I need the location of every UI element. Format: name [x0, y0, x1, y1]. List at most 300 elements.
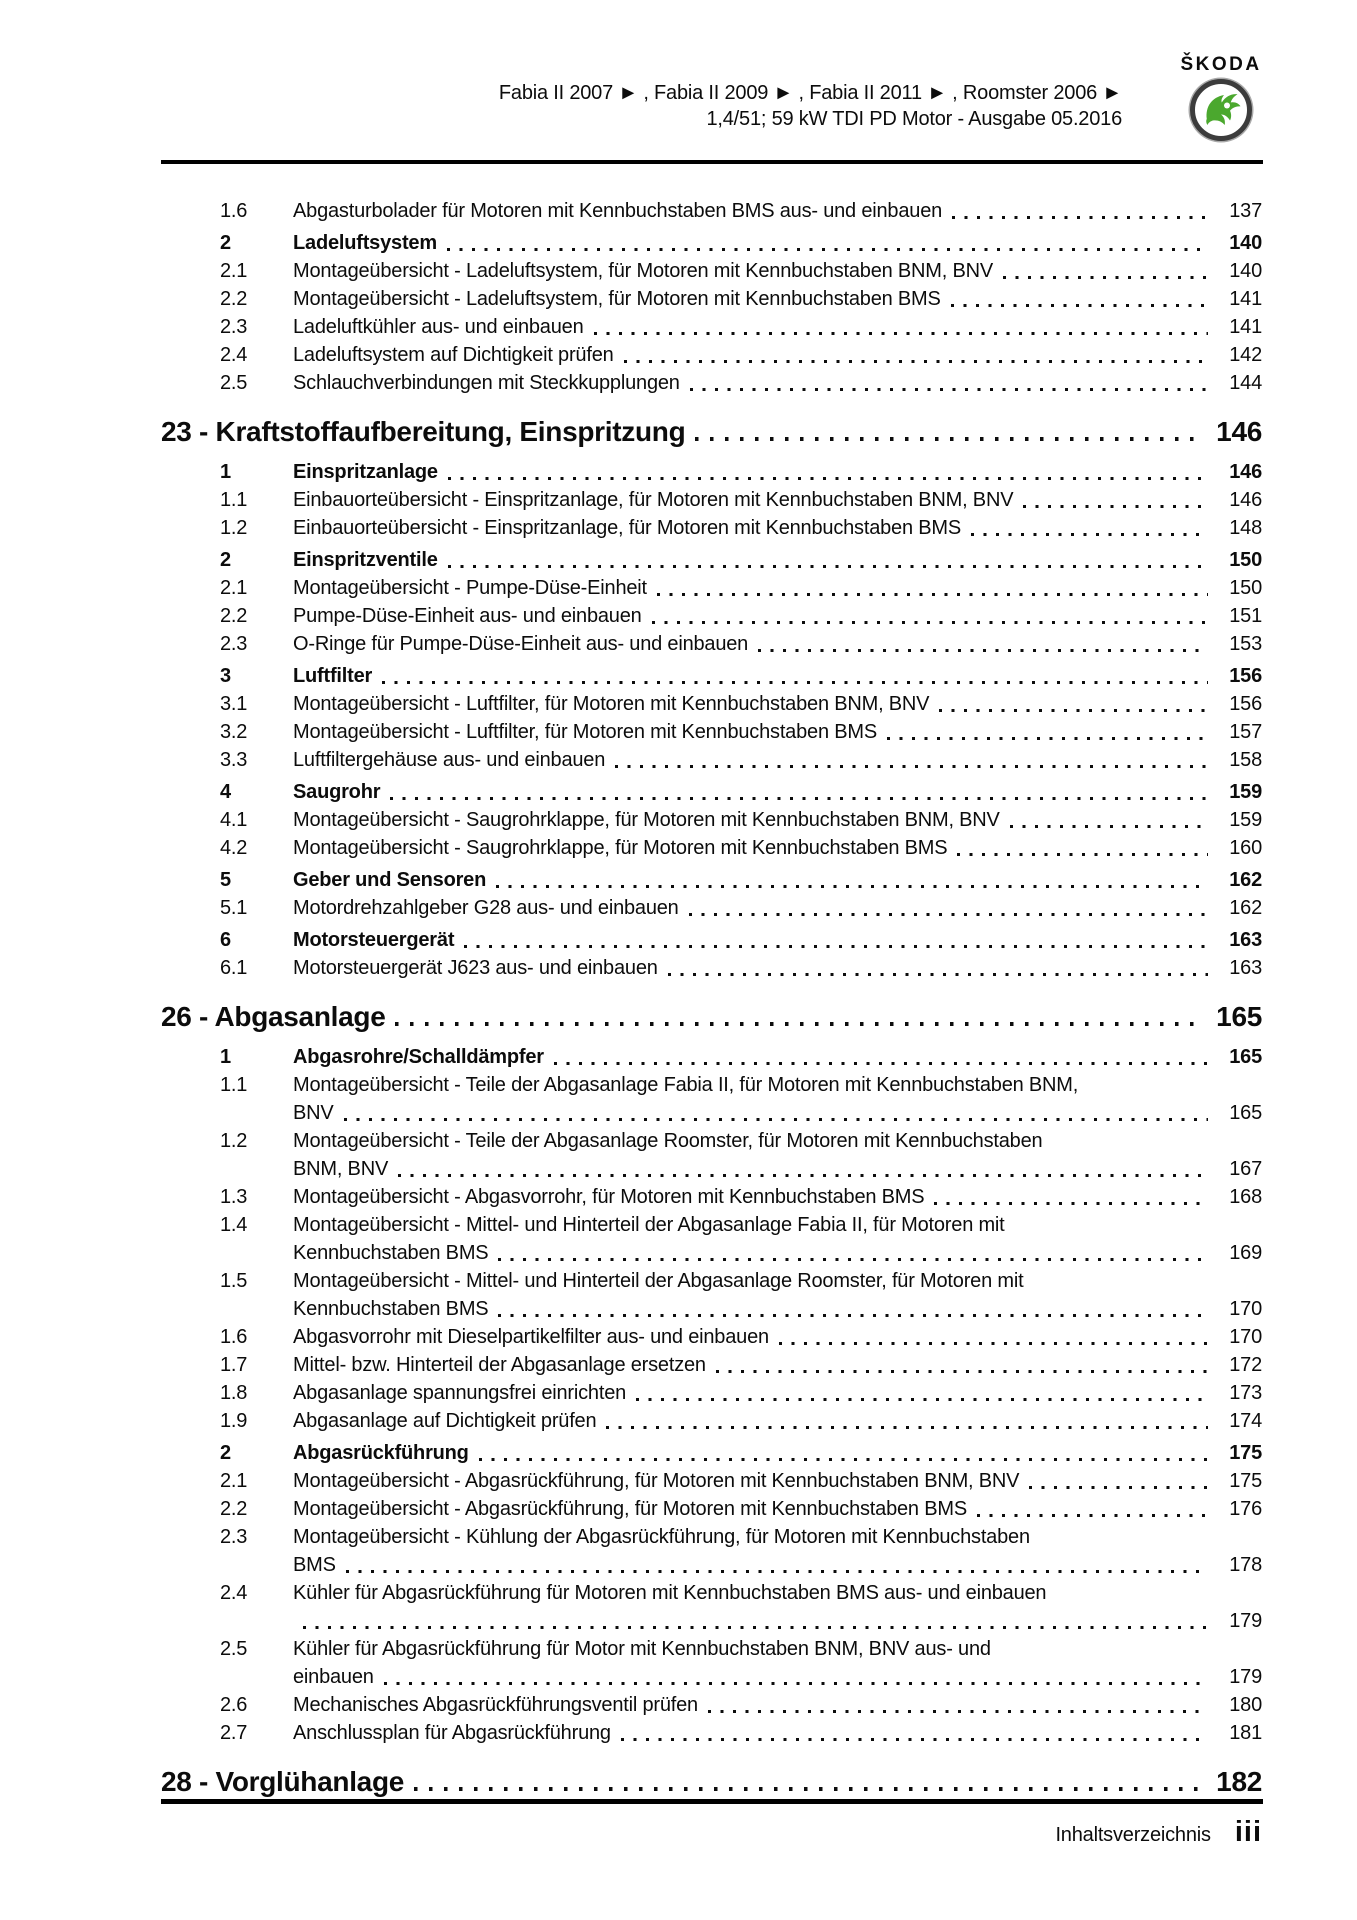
toc-entry — [161, 1407, 1262, 1435]
dot-leader — [621, 1719, 1208, 1747]
dot-leader — [934, 1183, 1208, 1211]
dot-leader — [690, 369, 1208, 397]
entry-number: 1 — [220, 1046, 231, 1068]
entry-title-line: Einspritzventile — [293, 549, 438, 571]
skoda-wordmark: ŠKODA — [1180, 54, 1262, 75]
toc-entry — [161, 285, 1262, 313]
entry-title-line: einbauen — [293, 1666, 374, 1688]
entry-body — [293, 486, 1262, 514]
dot-leader — [384, 1663, 1208, 1691]
entry-page-number: 146 — [1229, 489, 1262, 511]
dot-leader — [1029, 1467, 1208, 1495]
entry-page-number: 151 — [1229, 605, 1262, 627]
entry-last-line — [293, 1155, 1262, 1183]
entry-page-number: 137 — [1229, 200, 1262, 222]
dot-leader — [952, 197, 1208, 225]
toc-entry — [161, 1211, 1262, 1267]
entry-body — [293, 574, 1262, 602]
toc-entry — [161, 1127, 1262, 1183]
entry-title-line: BNM, BNV — [293, 1158, 389, 1180]
entry-last-line — [293, 926, 1262, 954]
entry-body — [293, 1495, 1262, 1523]
entry-last-line — [293, 546, 1262, 574]
entry-number: 2 — [220, 1442, 231, 1464]
toc-entry — [161, 1323, 1262, 1351]
entry-last-line — [293, 1663, 1262, 1691]
dot-leader — [346, 1551, 1208, 1579]
chapter-page-number: 182 — [1216, 1766, 1262, 1797]
dot-leader — [708, 1691, 1208, 1719]
entry-last-line — [293, 1495, 1262, 1523]
entry-body — [293, 197, 1262, 225]
dot-leader — [554, 1043, 1208, 1071]
entry-body — [293, 1523, 1262, 1579]
entry-last-line — [293, 746, 1262, 774]
entry-body — [293, 746, 1262, 774]
entry-body — [293, 1467, 1262, 1495]
entry-number: 2 — [220, 232, 231, 254]
entry-title-line: Montageübersicht - Ladeluftsystem, für Motoren mit Kennbuchstaben BMS — [293, 288, 941, 310]
entry-last-line — [293, 1691, 1262, 1719]
entry-title-line: Montageübersicht - Saugrohrklappe, für Motoren mit Kennbuchstaben BMS — [293, 837, 948, 859]
entry-page-number: 162 — [1229, 869, 1262, 891]
entry-body — [293, 602, 1262, 630]
entry-body — [293, 1043, 1262, 1071]
entry-page-number: 179 — [1229, 1666, 1262, 1688]
entry-last-line — [293, 1099, 1262, 1127]
page-footer — [1055, 1816, 1262, 1849]
entry-title-line: Luftfiltergehäuse aus- und einbauen — [293, 749, 606, 771]
entry-number: 1 — [220, 461, 231, 483]
entry-body — [293, 834, 1262, 862]
entry-number: 3.3 — [220, 749, 248, 771]
entry-page-number: 144 — [1229, 372, 1262, 394]
dot-leader — [390, 778, 1208, 806]
entry-title-line: Montageübersicht - Abgasrückführung, für Motoren mit Kennbuchstaben BNM, BNV — [293, 1470, 1020, 1492]
dot-leader — [1010, 806, 1208, 834]
toc-entry — [161, 486, 1262, 514]
entry-number: 3.1 — [220, 693, 248, 715]
entry-page-number: 159 — [1229, 781, 1262, 803]
entry-number: 2.3 — [220, 633, 248, 655]
entry-number: 1.8 — [220, 1382, 248, 1404]
toc-entry — [161, 313, 1262, 341]
entry-page-number: 169 — [1229, 1242, 1262, 1264]
dot-leader — [1023, 486, 1208, 514]
entry-number: 1.3 — [220, 1186, 248, 1208]
toc-entry — [161, 926, 1262, 954]
entry-number: 2.5 — [220, 372, 248, 394]
entry-page-number: 156 — [1229, 665, 1262, 687]
entry-page-number: 140 — [1229, 260, 1262, 282]
entry-page-number: 163 — [1229, 957, 1262, 979]
toc-entry — [161, 630, 1262, 658]
dot-leader — [779, 1323, 1208, 1351]
toc-entry — [161, 257, 1262, 285]
entry-body — [293, 1439, 1262, 1467]
entry-number: 2.1 — [220, 577, 248, 599]
entry-last-line — [293, 1239, 1262, 1267]
dot-leader — [498, 1239, 1208, 1267]
entry-last-line — [293, 257, 1262, 285]
dot-leader — [448, 546, 1208, 574]
entry-last-line — [293, 1407, 1262, 1435]
entry-title-line: Motorsteuergerät J623 aus- und einbauen — [293, 957, 658, 979]
entry-last-line — [293, 806, 1262, 834]
entry-page-number: 167 — [1229, 1158, 1262, 1180]
entry-page-number: 165 — [1229, 1046, 1262, 1068]
entry-number: 2.3 — [220, 1526, 248, 1548]
entry-number: 1.4 — [220, 1214, 248, 1236]
dot-leader — [939, 690, 1208, 718]
entry-number: 6 — [220, 929, 231, 951]
dot-leader — [447, 229, 1208, 257]
chapter-title: 26 - Abgasanlage — [161, 1001, 386, 1032]
dot-leader — [636, 1379, 1208, 1407]
entry-title-line: Motorsteuergerät — [293, 929, 455, 951]
entry-page-number: 176 — [1229, 1498, 1262, 1520]
toc-entry — [161, 718, 1262, 746]
toc-entry — [161, 1495, 1262, 1523]
entry-title-line: Anschlussplan für Abgasrückführung — [293, 1722, 611, 1744]
entry-title-line: Montageübersicht - Mittel- und Hinterteil der Abgasanlage Roomster, für Motoren mit — [293, 1270, 1024, 1292]
header-model-info — [499, 80, 1122, 132]
toc-entry — [161, 1635, 1262, 1691]
entry-page-number: 141 — [1229, 288, 1262, 310]
entry-page-number: 142 — [1229, 344, 1262, 366]
dot-leader — [398, 1155, 1208, 1183]
entry-body — [293, 1351, 1262, 1379]
entry-last-line — [293, 313, 1262, 341]
dot-leader — [977, 1495, 1208, 1523]
entry-number: 2.6 — [220, 1694, 248, 1716]
toc-entry — [161, 1183, 1262, 1211]
entry-title-line: Ladeluftkühler aus- und einbauen — [293, 316, 584, 338]
entry-number: 2.2 — [220, 605, 248, 627]
toc-entry — [161, 746, 1262, 774]
entry-body — [293, 369, 1262, 397]
entry-last-line — [293, 866, 1262, 894]
entry-last-line — [293, 1295, 1262, 1323]
toc-entry — [161, 1579, 1262, 1635]
dot-leader — [657, 574, 1208, 602]
entry-body — [293, 1407, 1262, 1435]
dot-leader — [303, 1607, 1208, 1635]
entry-last-line — [293, 954, 1262, 982]
dot-leader — [951, 285, 1208, 313]
entry-page-number: 141 — [1229, 316, 1262, 338]
entry-title-line: Luftfilter — [293, 665, 373, 687]
entry-page-number: 150 — [1229, 577, 1262, 599]
toc — [161, 197, 1262, 1799]
dot-leader — [887, 718, 1208, 746]
dot-leader — [382, 662, 1208, 690]
toc-entry — [161, 1043, 1262, 1071]
entry-last-line — [293, 458, 1262, 486]
header-rule — [161, 160, 1263, 164]
entry-number: 1.5 — [220, 1270, 248, 1292]
entry-number: 2.1 — [220, 260, 248, 282]
entry-body — [293, 894, 1262, 922]
entry-body — [293, 458, 1262, 486]
entry-last-line — [293, 341, 1262, 369]
chapter-title: 23 - Kraftstoffaufbereitung, Einspritzung — [161, 416, 686, 447]
entry-title-line: Geber und Sensoren — [293, 869, 487, 891]
entry-number: 2.3 — [220, 316, 248, 338]
entry-body — [293, 866, 1262, 894]
entry-number: 2.7 — [220, 1722, 248, 1744]
entry-title-line: Kennbuchstaben BMS — [293, 1242, 489, 1264]
entry-title-line: Montageübersicht - Mittel- und Hinterteil der Abgasanlage Fabia II, für Motoren mit — [293, 1214, 1005, 1236]
entry-last-line — [293, 1551, 1262, 1579]
entry-title-line: BMS — [293, 1554, 336, 1576]
dot-leader — [716, 1351, 1208, 1379]
entry-title-line: Pumpe-Düse-Einheit aus- und einbauen — [293, 605, 642, 627]
entry-body — [293, 926, 1262, 954]
entry-body — [293, 546, 1262, 574]
entry-body — [293, 1635, 1262, 1691]
entry-body — [293, 229, 1262, 257]
entry-last-line — [293, 1379, 1262, 1407]
entry-last-line — [293, 690, 1262, 718]
entry-body — [293, 341, 1262, 369]
toc-entry — [161, 866, 1262, 894]
toc-entry — [161, 1691, 1262, 1719]
entry-last-line — [293, 514, 1262, 542]
entry-title-line: Montageübersicht - Saugrohrklappe, für Motoren mit Kennbuchstaben BNM, BNV — [293, 809, 1000, 831]
dot-leader — [414, 1765, 1202, 1799]
entry-body — [293, 1323, 1262, 1351]
chapter-page-number: 146 — [1216, 416, 1262, 447]
entry-page-number: 163 — [1229, 929, 1262, 951]
entry-body — [293, 1379, 1262, 1407]
entry-page-number: 160 — [1229, 837, 1262, 859]
entry-body — [293, 806, 1262, 834]
entry-page-number: 157 — [1229, 721, 1262, 743]
dot-leader — [615, 746, 1208, 774]
entry-body — [293, 1719, 1262, 1747]
entry-last-line — [293, 1043, 1262, 1071]
entry-page-number: 170 — [1229, 1326, 1262, 1348]
entry-body — [293, 285, 1262, 313]
dot-leader — [695, 415, 1202, 449]
toc-entry — [161, 229, 1262, 257]
entry-title-line: Mechanisches Abgasrückführungsventil prüfen — [293, 1694, 698, 1716]
toc-entry — [161, 197, 1262, 225]
entry-last-line — [293, 662, 1262, 690]
entry-page-number: 172 — [1229, 1354, 1262, 1376]
entry-page-number: 158 — [1229, 749, 1262, 771]
entry-title-line: Kühler für Abgasrückführung für Motor mit Kennbuchstaben BNM, BNV aus- und — [293, 1638, 991, 1660]
entry-title-line: Montageübersicht - Ladeluftsystem, für Motoren mit Kennbuchstaben BNM, BNV — [293, 260, 993, 282]
entry-number: 4.2 — [220, 837, 248, 859]
dot-leader — [395, 1000, 1202, 1034]
entry-page-number: 175 — [1229, 1470, 1262, 1492]
entry-page-number: 156 — [1229, 693, 1262, 715]
entry-body — [293, 778, 1262, 806]
dot-leader — [652, 602, 1208, 630]
entry-title-line: Montageübersicht - Abgasvorrohr, für Motoren mit Kennbuchstaben BMS — [293, 1186, 925, 1208]
entry-number: 1.1 — [220, 489, 248, 511]
entry-body — [293, 954, 1262, 982]
entry-last-line — [293, 778, 1262, 806]
toc-chapter-row — [161, 1000, 1262, 1034]
entry-title-line: Mittel- bzw. Hinterteil der Abgasanlage ersetzen — [293, 1354, 706, 1376]
toc-entry — [161, 806, 1262, 834]
entry-last-line — [293, 834, 1262, 862]
entry-body — [293, 1211, 1262, 1267]
entry-last-line — [293, 1323, 1262, 1351]
toc-chapter-row — [161, 415, 1262, 449]
entry-body — [293, 1579, 1262, 1635]
toc-entry — [161, 458, 1262, 486]
toc-entry — [161, 341, 1262, 369]
entry-title-line: Abgasvorrohr mit Dieselpartikelfilter aus- und einbauen — [293, 1326, 769, 1348]
entry-title-line: Schlauchverbindungen mit Steckkupplungen — [293, 372, 680, 394]
entry-number: 2.5 — [220, 1638, 248, 1660]
entry-number: 1.1 — [220, 1074, 248, 1096]
entry-page-number: 165 — [1229, 1102, 1262, 1124]
entry-number: 4.1 — [220, 809, 248, 831]
chapter-page-number: 165 — [1216, 1001, 1262, 1032]
entry-number: 2.4 — [220, 344, 248, 366]
toc-entry — [161, 894, 1262, 922]
entry-title-line: Ladeluftsystem — [293, 232, 437, 254]
entry-number: 1.9 — [220, 1410, 248, 1432]
toc-entry — [161, 662, 1262, 690]
entry-title-line: Kühler für Abgasrückführung für Motoren mit Kennbuchstaben BMS aus- und einbauen — [293, 1582, 1047, 1604]
entry-number: 1.7 — [220, 1354, 248, 1376]
toc-entry — [161, 602, 1262, 630]
entry-last-line — [293, 229, 1262, 257]
entry-body — [293, 1691, 1262, 1719]
entry-page-number: 153 — [1229, 633, 1262, 655]
entry-last-line — [293, 574, 1262, 602]
dot-leader — [689, 894, 1208, 922]
entry-number: 3 — [220, 665, 231, 687]
skoda-logo — [1151, 54, 1291, 141]
entry-number: 5 — [220, 869, 231, 891]
entry-number: 2.4 — [220, 1582, 248, 1604]
entry-page-number: 159 — [1229, 809, 1262, 831]
dot-leader — [758, 630, 1208, 658]
entry-title-line: Montageübersicht - Kühlung der Abgasrückführung, für Motoren mit Kennbuchstaben — [293, 1526, 1030, 1548]
entry-title-line: Abgasanlage spannungsfrei einrichten — [293, 1382, 627, 1404]
entry-title-line: Kennbuchstaben BMS — [293, 1298, 489, 1320]
dot-leader — [957, 834, 1208, 862]
entry-number: 2.2 — [220, 288, 248, 310]
footer-rule — [161, 1799, 1263, 1804]
entry-body — [293, 662, 1262, 690]
entry-number: 3.2 — [220, 721, 248, 743]
entry-page-number: 180 — [1229, 1694, 1262, 1716]
chapter-title: 28 - Vorglühanlage — [161, 1766, 405, 1797]
entry-title-line: Einbauorteübersicht - Einspritzanlage, für Motoren mit Kennbuchstaben BMS — [293, 517, 961, 539]
entry-number: 2.1 — [220, 1470, 248, 1492]
entry-number: 1.2 — [220, 517, 248, 539]
entry-number: 1.6 — [220, 1326, 248, 1348]
entry-body — [293, 1127, 1262, 1183]
entry-last-line — [293, 894, 1262, 922]
toc-entry — [161, 574, 1262, 602]
entry-page-number: 173 — [1229, 1382, 1262, 1404]
entry-last-line — [293, 1719, 1262, 1747]
entry-title-line: Saugrohr — [293, 781, 381, 803]
toc-entry — [161, 778, 1262, 806]
folio-page-number: iii — [1234, 1816, 1262, 1848]
entry-number: 6.1 — [220, 957, 248, 979]
toc-entry — [161, 1467, 1262, 1495]
entry-title-line: O-Ringe für Pumpe-Düse-Einheit aus- und einbauen — [293, 633, 749, 655]
entry-last-line — [293, 602, 1262, 630]
skoda-winged-arrow-icon — [1206, 94, 1240, 125]
entry-title-line: Motordrehzahlgeber G28 aus- und einbauen — [293, 897, 679, 919]
entry-title-line: Montageübersicht - Teile der Abgasanlage Fabia II, für Motoren mit Kennbuchstaben BNM, — [293, 1074, 1079, 1096]
entry-last-line — [293, 1467, 1262, 1495]
toc-entry — [161, 1351, 1262, 1379]
toc-entry — [161, 690, 1262, 718]
entry-page-number: 162 — [1229, 897, 1262, 919]
page-header — [0, 0, 1357, 164]
entry-title-line: Montageübersicht - Luftfilter, für Motoren mit Kennbuchstaben BMS — [293, 721, 877, 743]
entry-number: 5.1 — [220, 897, 248, 919]
toc-entry — [161, 1071, 1262, 1127]
toc-entry — [161, 369, 1262, 397]
toc-entry — [161, 834, 1262, 862]
entry-page-number: 181 — [1229, 1722, 1262, 1744]
dot-leader — [1003, 257, 1208, 285]
entry-title-line: Ladeluftsystem auf Dichtigkeit prüfen — [293, 344, 614, 366]
entry-last-line — [293, 369, 1262, 397]
entry-body — [293, 514, 1262, 542]
entry-title-line: Montageübersicht - Teile der Abgasanlage Roomster, für Motoren mit Kennbuchstaben — [293, 1130, 1043, 1152]
entry-title-line: Montageübersicht - Abgasrückführung, für Motoren mit Kennbuchstaben BMS — [293, 1498, 967, 1520]
entry-last-line — [293, 486, 1262, 514]
skoda-emblem-icon — [1190, 79, 1252, 141]
footer-label: Inhaltsverzeichnis — [1055, 1824, 1211, 1846]
entry-last-line — [293, 630, 1262, 658]
entry-body — [293, 690, 1262, 718]
toc-entry — [161, 1379, 1262, 1407]
entry-page-number: 179 — [1229, 1610, 1262, 1632]
toc-entry — [161, 1523, 1262, 1579]
toc-entry — [161, 1719, 1262, 1747]
dot-leader — [668, 954, 1208, 982]
dot-leader — [624, 341, 1208, 369]
header-line-1: Fabia II 2007 ► , Fabia II 2009 ► , Fabia II 2011 ► , Roomster 2006 ► — [498, 82, 1122, 104]
dot-leader — [464, 926, 1208, 954]
entry-page-number: 146 — [1229, 461, 1262, 483]
entry-page-number: 178 — [1229, 1554, 1262, 1576]
entry-number: 1.2 — [220, 1130, 248, 1152]
entry-page-number: 150 — [1229, 549, 1262, 571]
entry-body — [293, 313, 1262, 341]
entry-title-line: Montageübersicht - Pumpe-Düse-Einheit — [293, 577, 647, 599]
dot-leader — [448, 458, 1208, 486]
entry-last-line — [293, 718, 1262, 746]
entry-last-line — [293, 285, 1262, 313]
entry-title-line: Abgasrückführung — [293, 1442, 469, 1464]
dot-leader — [498, 1295, 1208, 1323]
entry-last-line — [293, 1439, 1262, 1467]
entry-title-line: Abgasrohre/Schalldämpfer — [293, 1046, 544, 1068]
entry-last-line — [293, 197, 1262, 225]
dot-leader — [594, 313, 1209, 341]
entry-last-line — [293, 1183, 1262, 1211]
entry-last-line — [293, 1607, 1262, 1635]
entry-body — [293, 1267, 1262, 1323]
skoda-emblem-dot — [1224, 103, 1230, 109]
